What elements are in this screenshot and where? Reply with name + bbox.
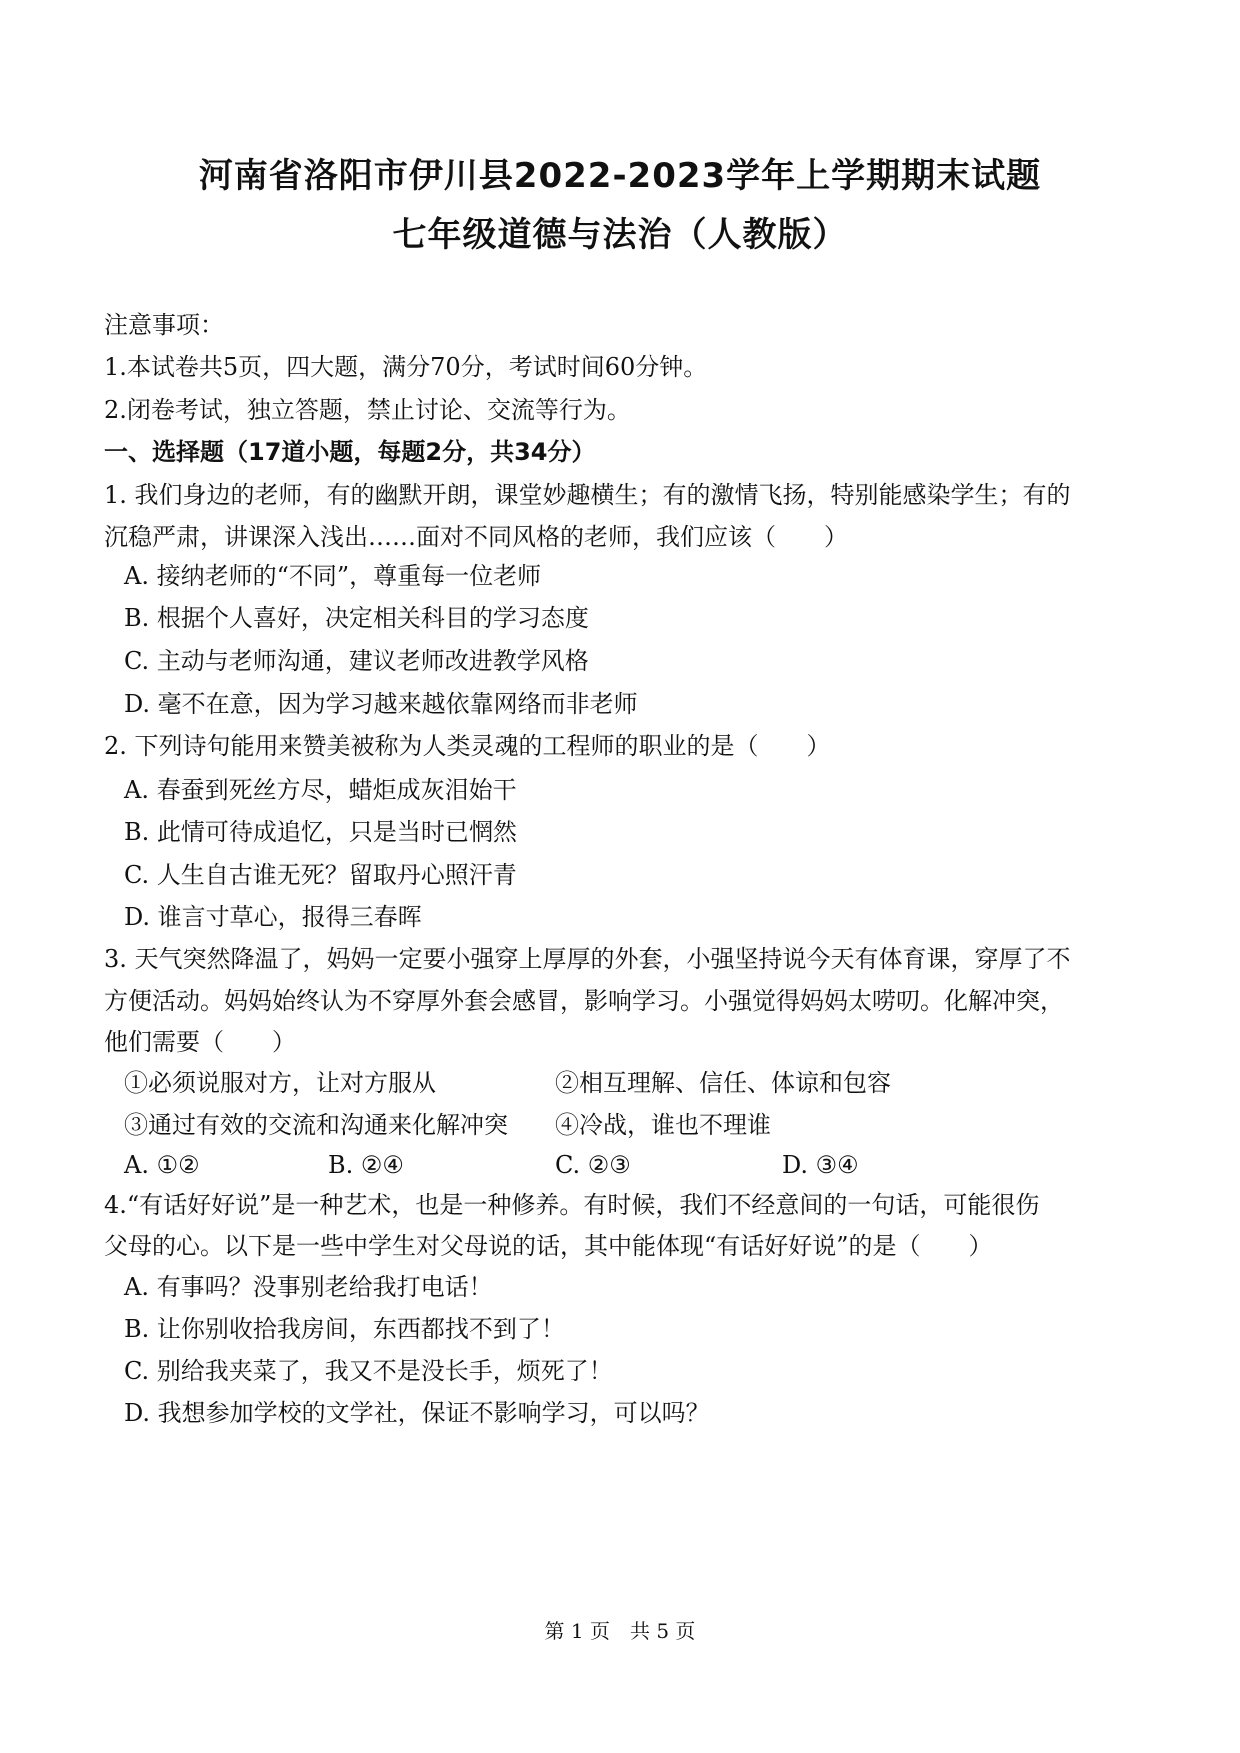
question-stem: 3. 天气突然降温了，妈妈一定要小强穿上厚厚的外套，小强坚持说今天有体育课，穿厚了不 [104, 945, 1071, 973]
page-number: 第 1 页 共 5 页 [544, 1619, 696, 1643]
option-d: D. ③④ [782, 1151, 859, 1179]
option-b: B. 让你别收拾我房间，东西都找不到了！ [124, 1315, 565, 1343]
option-d: D. 我想参加学校的文学社，保证不影响学习，可以吗？ [124, 1399, 710, 1427]
exam-title: 河南省洛阳市伊川县2022-2023学年上学期期末试题 [198, 156, 1042, 196]
statement: ①必须说服对方，让对方服从 [124, 1069, 436, 1097]
option-b: B. 此情可待成追忆，只是当时已惘然 [124, 818, 517, 846]
statement: ③通过有效的交流和沟通来化解冲突 [124, 1111, 508, 1139]
question-stem: 2. 下列诗句能用来赞美被称为人类灵魂的工程师的职业的是（ ） [104, 732, 831, 760]
option-d: D. 毫不在意，因为学习越来越依靠网络而非老师 [124, 690, 638, 718]
option-a: A. 接纳老师的“不同”，尊重每一位老师 [124, 562, 542, 590]
question-stem: 1. 我们身边的老师，有的幽默开朗，课堂妙趣横生；有的激情飞扬，特别能感染学生；有的 [104, 481, 1071, 509]
question-stem: 4.“有话好好说”是一种艺术，也是一种修养。有时候，我们不经意间的一句话，可能很伤 [104, 1191, 1040, 1219]
option-a: A. ①② [124, 1151, 200, 1179]
notice-heading: 注意事项： [104, 311, 224, 339]
statement: ④冷战，谁也不理谁 [555, 1111, 771, 1139]
notice-item: 1.本试卷共5页，四大题，满分70分，考试时间60分钟。 [104, 353, 708, 381]
question-stem: 父母的心。以下是一些中学生对父母说的话，其中能体现“有话好好说”的是（ ） [104, 1232, 993, 1260]
section-title: 一、选择题（17道小题，每题2分，共34分） [104, 438, 596, 466]
option-a: A. 春蚕到死丝方尽，蜡炬成灰泪始干 [124, 776, 517, 804]
question-stem: 沉稳严肃，讲课深入浅出……面对不同风格的老师，我们应该（ ） [104, 523, 848, 551]
option-a: A. 有事吗？没事别老给我打电话！ [124, 1273, 493, 1301]
question-stem: 方便活动。妈妈始终认为不穿厚外套会感冒，影响学习。小强觉得妈妈太唠叨。化解冲突， [104, 987, 1064, 1015]
question-stem: 他们需要（ ） [104, 1028, 296, 1056]
option-d: D. 谁言寸草心，报得三春晖 [124, 903, 422, 931]
statement: ②相互理解、信任、体谅和包容 [555, 1069, 891, 1097]
option-c: C. 人生自古谁无死？留取丹心照汗青 [124, 861, 517, 889]
exam-subtitle: 七年级道德与法治（人教版） [392, 215, 848, 255]
option-c: C. ②③ [555, 1151, 631, 1179]
option-c: C. 主动与老师沟通，建议老师改进教学风格 [124, 647, 589, 675]
option-c: C. 别给我夹菜了，我又不是没长手，烦死了！ [124, 1357, 613, 1385]
option-b: B. ②④ [328, 1151, 404, 1179]
option-b: B. 根据个人喜好，决定相关科目的学习态度 [124, 604, 589, 632]
notice-item: 2.闭卷考试，独立答题，禁止讨论、交流等行为。 [104, 396, 631, 424]
